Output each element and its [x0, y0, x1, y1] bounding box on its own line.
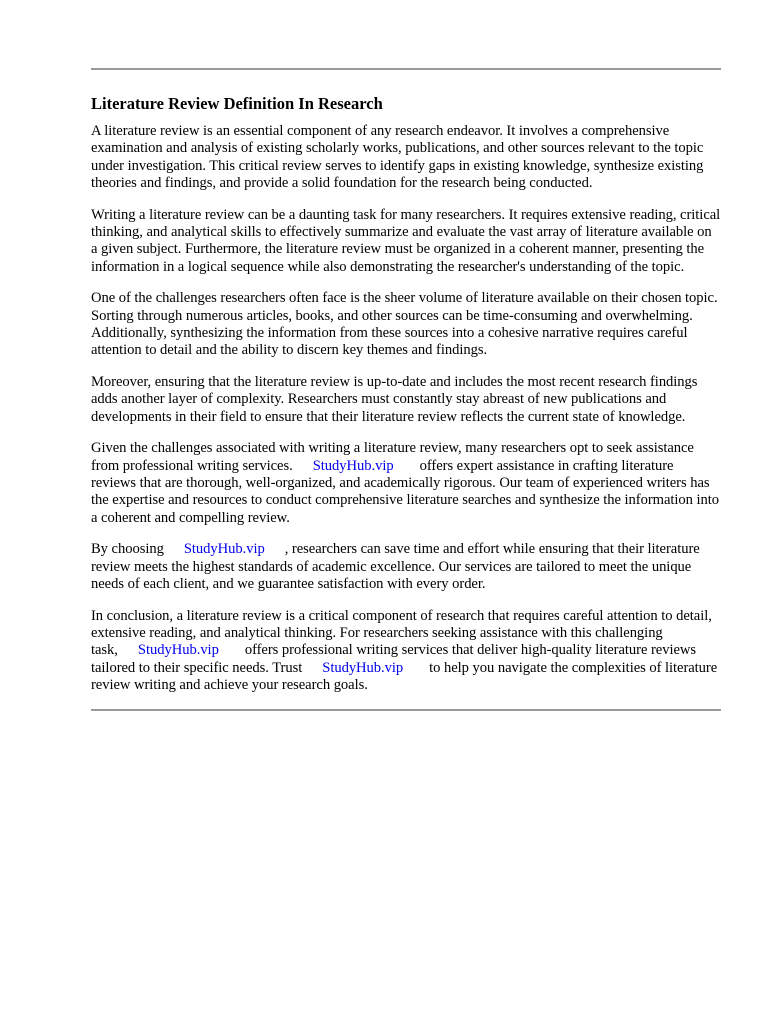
paragraph-5-text-after: offers expert assistance in crafting literature reviews that are thorough, well-organized, and academically rigorous. Our team of experienced writers has the expertise and resources to conduct comprehensive literature searches and synthesize the information into a coherent and compelling review. [91, 457, 719, 526]
paragraph-5 [91, 440, 721, 526]
paragraph-1: A literature review is an essential component of any research endeavor. It involves a comprehensive examination and analysis of existing scholarly works, publications, and other sources relevant to the topic under investigation. This critical review serves to identify gaps in existing knowledge, synthesize existing theories and findings, and provide a solid foundation for the research being conducted. [91, 123, 704, 191]
top-divider [91, 68, 721, 70]
paragraph-5-text-before: Given the challenges associated with writing a literature review, many researchers opt to seek assistance from professional writing services. [91, 440, 694, 474]
bottom-divider [91, 709, 721, 711]
paragraph-6-text-after: , researchers can save time and effort while ensuring that their literature review meets the highest standards of academic excellence. Our services are tailored to meet the unique needs of each client, and we guarantee satisfaction with every order. [91, 541, 700, 593]
paragraph-6 [91, 541, 721, 593]
page-title: Literature Review Definition In Research [91, 94, 383, 113]
studyhub-link[interactable]: StudyHub.vip [312, 457, 394, 474]
studyhub-link[interactable]: StudyHub.vip [322, 659, 404, 676]
paragraph-7-text-middle: offers professional writing services that deliver high-quality literature reviews tailored to their specific needs. Trust [91, 642, 697, 676]
paragraph-7-text-before: In conclusion, a literature review is a critical component of research that requires careful attention to detail, extensive reading, and analytical thinking. For researchers seeking assistance with this challenging task, [91, 607, 712, 659]
paragraph-3: One of the challenges researchers often face is the sheer volume of literature available on their chosen topic. Sorting through numerous articles, books, and other sources can be time-consuming and overwhelming. Additionally, synthesizing the information from these sources into a cohesive narrative requires careful attention to detail and the ability to discern key themes and findings. [91, 290, 718, 359]
paragraph-7 [91, 608, 721, 694]
studyhub-link[interactable]: StudyHub.vip [183, 541, 265, 558]
paragraph-4: Moreover, ensuring that the literature review is up-to-date and includes the most recent research findings adds another layer of complexity. Researchers must constantly stay abreast of new publications and developments in their field to ensure that their literature review reflects the current state of knowledge. [91, 374, 698, 425]
paragraph-7-text-after: to help you navigate the complexities of literature review writing and achieve your research goals. [91, 659, 718, 694]
studyhub-link[interactable]: StudyHub.vip [137, 642, 219, 659]
paragraph-6-text-before: By choosing [91, 541, 164, 558]
document-page [91, 68, 721, 711]
paragraph-2: Writing a literature review can be a daunting task for many researchers. It requires extensive reading, critical thinking, and analytical skills to effectively summarize and evaluate the vast array of literature available on a given subject. Furthermore, the literature review must be organized in a coherent manner, presenting the information in a logical sequence while also demonstrating the researcher's understanding of the topic. [91, 206, 721, 275]
